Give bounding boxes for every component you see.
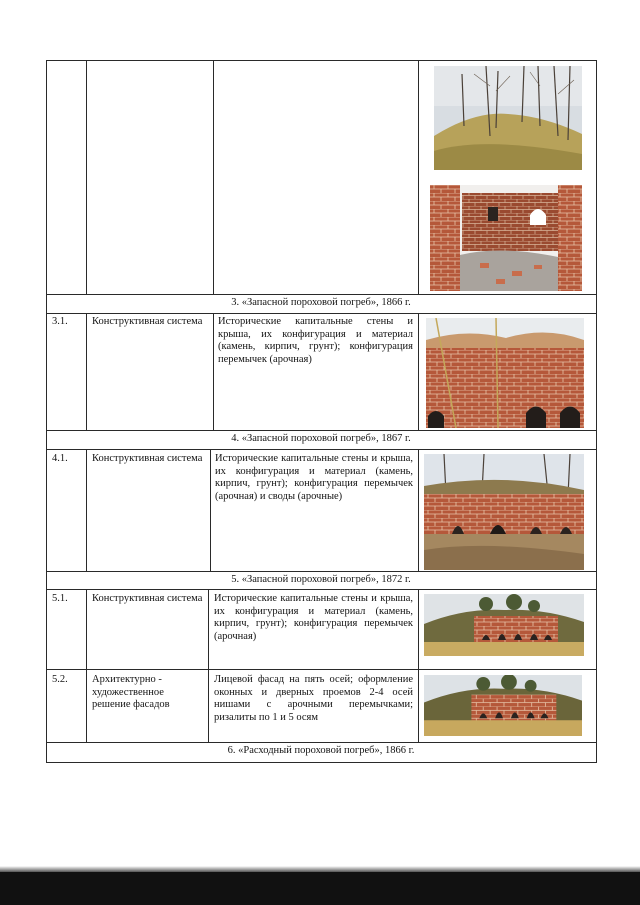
section-heading: 3. «Запасной пороховой погреб», 1866 г. (231, 297, 411, 308)
row-number: 3.1. (52, 316, 68, 327)
table-rule (46, 762, 597, 763)
column-divider (418, 449, 419, 571)
column-divider (86, 60, 87, 294)
brick-facade-photo (424, 675, 582, 736)
column-divider (213, 313, 214, 430)
row-name: Конструктивная система (92, 316, 203, 327)
table-rule (46, 669, 597, 670)
table-rule (46, 589, 597, 590)
column-divider (86, 589, 87, 742)
row-number: 5.1. (52, 593, 68, 604)
row-number: 5.2. (52, 674, 68, 685)
column-divider (86, 313, 87, 430)
column-divider (418, 589, 419, 742)
brick-arches-forest-photo (424, 454, 584, 570)
section-heading: 6. «Расходный пороховой погреб», 1866 г. (227, 745, 415, 756)
row-description: Лицевой фасад на пять осей; оформление оконных и дверных проемов 2-4 осей нишами с арочными перемычками; ризалиты по 1 и 5 осям (214, 674, 413, 723)
column-divider (418, 313, 419, 430)
section-heading: 5. «Запасной пороховой погреб», 1872 г. (231, 574, 411, 585)
birch-grove-mound-photo (434, 66, 582, 170)
table-rule (46, 294, 597, 295)
column-divider (418, 60, 419, 294)
column-divider (213, 60, 214, 294)
brick-ruin-interior-photo (430, 185, 582, 291)
row-number: 4.1. (52, 453, 68, 464)
table-rule (46, 313, 597, 314)
row-name: Архитектурно - художественное решение фасадов (92, 674, 170, 710)
brick-wall-closeup-photo (426, 318, 584, 428)
section-heading: 4. «Запасной пороховой погреб», 1867 г. (231, 433, 411, 444)
row-description: Исторические капитальные стены и крыша, их конфигурация и материал (камень, кирпич, грунт); конфигурация перемычек (арочная) (218, 316, 413, 365)
table-rule (46, 60, 597, 61)
row-description: Исторические капитальные стены и крыша, их конфигурация и материал (камень, кирпич, грунт); конфигурация перемычек (арочная) и своды (арочные) (215, 453, 413, 502)
table-rule (46, 430, 597, 431)
column-divider (208, 589, 209, 742)
column-divider (210, 449, 211, 571)
table-rule (46, 449, 597, 450)
table-rule (46, 571, 597, 572)
table-border-right (596, 60, 597, 763)
row-name: Конструктивная система (92, 593, 203, 604)
scan-edge (0, 872, 640, 905)
row-name: Конструктивная система (92, 453, 203, 464)
brick-facade-photo (424, 594, 584, 656)
row-description: Исторические капитальные стены и крыша, их конфигурация и материал (камень, кирпич, грунт); конфигурация перемычек (арочная) (214, 593, 413, 642)
table-rule (46, 742, 597, 743)
column-divider (86, 449, 87, 571)
table-border-left (46, 60, 47, 763)
